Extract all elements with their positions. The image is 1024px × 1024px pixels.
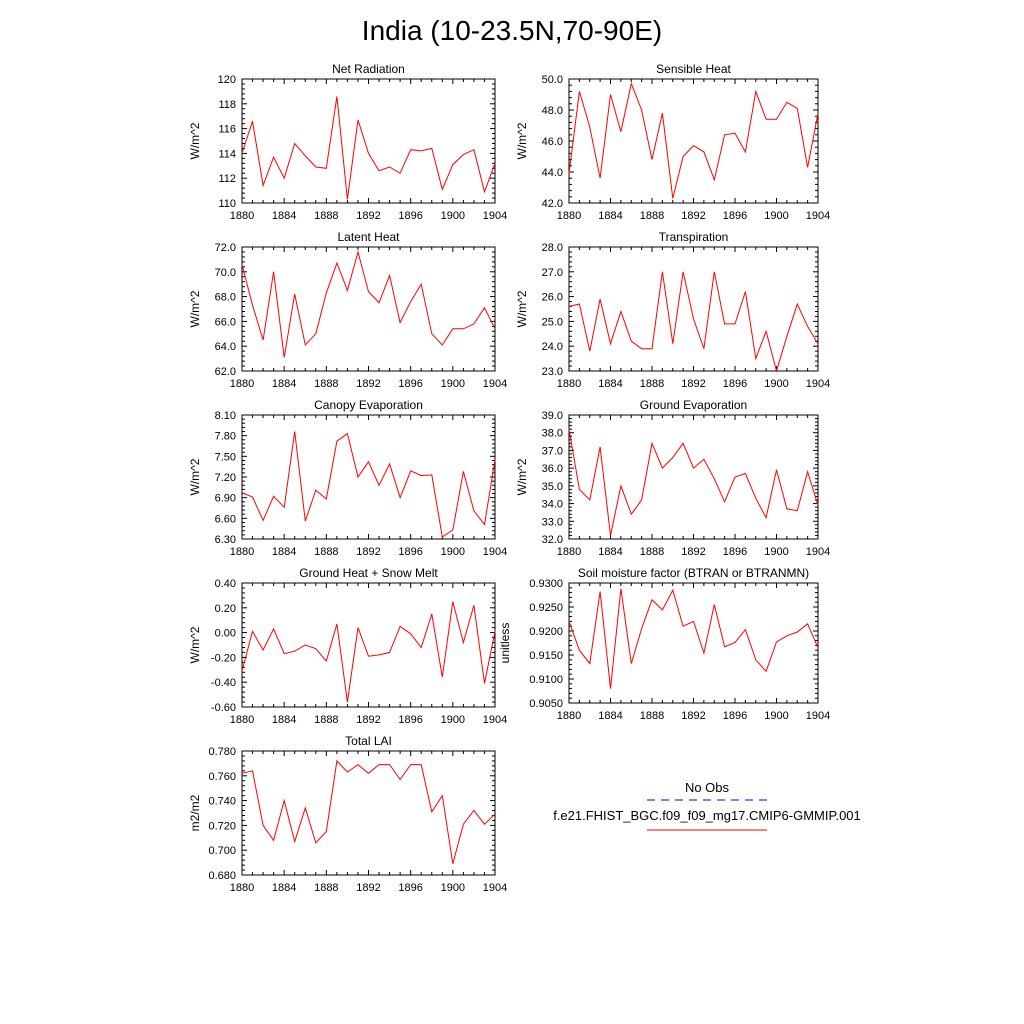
y-tick-label: 33.0 bbox=[541, 516, 563, 529]
x-tick-label: 1884 bbox=[598, 710, 623, 722]
x-tick-label: 1880 bbox=[556, 546, 582, 558]
x-tick-label: 1884 bbox=[271, 210, 297, 222]
y-tick-label: -0.60 bbox=[210, 702, 236, 714]
x-tick-label: 1900 bbox=[764, 546, 789, 558]
x-tick-label: 1896 bbox=[722, 546, 748, 558]
y-tick-label: 0.9150 bbox=[529, 650, 563, 662]
x-tick-label: 1888 bbox=[314, 546, 339, 558]
x-tick-label: 1896 bbox=[398, 378, 423, 390]
x-tick-label: 1888 bbox=[639, 546, 665, 558]
y-tick-label: 0.9300 bbox=[529, 578, 563, 590]
y-tick-label: 32.0 bbox=[541, 534, 563, 546]
panel-title: Total LAI bbox=[345, 734, 392, 748]
y-tick-label: 0.9200 bbox=[529, 626, 563, 638]
y-tick-label: 66.0 bbox=[214, 316, 236, 329]
y-tick-label: 26.0 bbox=[541, 291, 563, 304]
y-tick-label: 7.80 bbox=[214, 430, 236, 443]
x-tick-label: 1904 bbox=[482, 546, 508, 558]
y-tick-label: 114 bbox=[218, 148, 236, 161]
x-tick-label: 1904 bbox=[805, 378, 831, 390]
x-tick-label: 1888 bbox=[639, 378, 665, 390]
x-tick-label: 1892 bbox=[681, 546, 706, 558]
y-tick-label: 110 bbox=[218, 198, 236, 210]
panel-title: Soil moisture factor (BTRAN or BTRANMN) bbox=[577, 566, 810, 580]
y-axis-label: W/m^2 bbox=[188, 626, 202, 664]
x-tick-label: 1880 bbox=[556, 378, 582, 390]
y-tick-label: 48.0 bbox=[541, 105, 563, 117]
y-tick-label: 6.90 bbox=[214, 492, 236, 505]
x-tick-label: 1896 bbox=[722, 710, 748, 722]
y-tick-label: 0.740 bbox=[208, 795, 236, 808]
y-tick-label: 34.0 bbox=[541, 498, 563, 511]
x-tick-label: 1904 bbox=[482, 882, 508, 894]
y-tick-label: 64.0 bbox=[214, 341, 236, 354]
y-tick-label: 42.0 bbox=[541, 198, 563, 210]
y-tick-label: 36.0 bbox=[541, 463, 563, 476]
x-tick-label: 1896 bbox=[722, 210, 748, 222]
y-tick-label: 0.20 bbox=[214, 602, 236, 615]
y-axis-label: W/m^2 bbox=[188, 122, 202, 160]
x-tick-label: 1892 bbox=[356, 546, 381, 558]
legend-obs-label: No Obs bbox=[684, 780, 730, 795]
panel-title: Ground Heat + Snow Melt bbox=[299, 566, 438, 580]
panel-title: Ground Evaporation bbox=[639, 398, 748, 412]
y-tick-label: 0.9100 bbox=[529, 674, 563, 686]
y-tick-label: 0.760 bbox=[208, 770, 236, 783]
y-tick-label: 0.40 bbox=[214, 578, 236, 590]
x-tick-label: 1904 bbox=[805, 210, 831, 222]
y-axis-label: W/m^2 bbox=[188, 290, 202, 328]
figure-title: India (10-23.5N,70-90E) bbox=[361, 15, 663, 46]
y-tick-label: 116 bbox=[218, 123, 236, 136]
x-tick-label: 1892 bbox=[681, 210, 706, 222]
x-tick-label: 1888 bbox=[314, 714, 339, 726]
y-tick-label: 7.20 bbox=[214, 472, 236, 484]
y-tick-label: 0.9250 bbox=[529, 602, 563, 614]
y-tick-label: 68.0 bbox=[214, 291, 236, 304]
x-tick-label: 1900 bbox=[764, 378, 789, 390]
panel-title: Sensible Heat bbox=[656, 62, 731, 76]
panel-title: Latent Heat bbox=[337, 230, 400, 244]
x-tick-label: 1888 bbox=[639, 210, 665, 222]
x-tick-label: 1880 bbox=[229, 378, 255, 390]
y-tick-label: 0.00 bbox=[214, 627, 236, 640]
x-tick-label: 1884 bbox=[598, 378, 623, 390]
y-axis-label: unitless bbox=[498, 622, 512, 664]
x-tick-label: 1888 bbox=[314, 210, 339, 222]
x-tick-label: 1892 bbox=[681, 378, 706, 390]
y-tick-label: 50.0 bbox=[541, 74, 563, 86]
y-tick-label: 72.0 bbox=[214, 242, 236, 254]
x-tick-label: 1904 bbox=[482, 378, 508, 390]
y-tick-label: 44.0 bbox=[541, 167, 563, 179]
y-tick-label: 27.0 bbox=[541, 266, 563, 279]
y-axis-label: W/m^2 bbox=[515, 122, 529, 160]
y-tick-label: 24.0 bbox=[541, 341, 563, 354]
y-tick-label: 0.720 bbox=[208, 820, 236, 833]
y-tick-label: 0.680 bbox=[208, 870, 236, 882]
x-tick-label: 1884 bbox=[271, 882, 297, 894]
y-tick-label: 0.780 bbox=[208, 746, 236, 758]
y-axis-label: m2/m2 bbox=[188, 794, 202, 832]
x-tick-label: 1892 bbox=[681, 710, 706, 722]
x-tick-label: 1900 bbox=[440, 714, 466, 726]
y-axis-label: W/m^2 bbox=[515, 290, 529, 328]
panel-title: Net Radiation bbox=[332, 62, 405, 76]
x-tick-label: 1904 bbox=[805, 546, 831, 558]
y-tick-label: -0.20 bbox=[210, 652, 236, 665]
y-tick-label: 7.50 bbox=[214, 451, 236, 464]
x-tick-label: 1880 bbox=[229, 714, 255, 726]
x-tick-label: 1884 bbox=[271, 378, 297, 390]
x-tick-label: 1900 bbox=[440, 882, 466, 894]
x-tick-label: 1904 bbox=[805, 710, 831, 722]
panel-title: Transpiration bbox=[658, 230, 729, 244]
y-tick-label: 25.0 bbox=[541, 316, 563, 329]
y-tick-label: 38.0 bbox=[541, 427, 563, 440]
y-tick-label: 112 bbox=[218, 173, 236, 186]
x-tick-label: 1888 bbox=[639, 710, 665, 722]
x-tick-label: 1900 bbox=[440, 546, 466, 558]
x-tick-label: 1896 bbox=[398, 882, 423, 894]
x-tick-label: 1892 bbox=[356, 378, 381, 390]
x-tick-label: 1880 bbox=[556, 710, 582, 722]
x-tick-label: 1888 bbox=[314, 882, 339, 894]
y-tick-label: 6.60 bbox=[214, 513, 236, 526]
x-tick-label: 1896 bbox=[398, 546, 423, 558]
x-tick-label: 1892 bbox=[356, 210, 381, 222]
y-tick-label: 0.9050 bbox=[529, 698, 563, 710]
y-tick-label: 39.0 bbox=[541, 410, 563, 422]
y-tick-label: 6.30 bbox=[214, 534, 236, 546]
y-tick-label: 70.0 bbox=[214, 266, 236, 279]
x-tick-label: 1884 bbox=[598, 210, 623, 222]
y-tick-label: -0.40 bbox=[210, 677, 236, 690]
x-tick-label: 1884 bbox=[271, 546, 297, 558]
y-tick-label: 62.0 bbox=[214, 366, 236, 378]
y-tick-label: 0.700 bbox=[208, 845, 236, 858]
x-tick-label: 1904 bbox=[482, 714, 508, 726]
x-tick-label: 1892 bbox=[356, 882, 381, 894]
x-tick-label: 1900 bbox=[764, 710, 789, 722]
x-tick-label: 1900 bbox=[440, 378, 466, 390]
y-tick-label: 23.0 bbox=[541, 366, 563, 378]
x-tick-label: 1900 bbox=[764, 210, 789, 222]
y-tick-label: 46.0 bbox=[541, 136, 563, 148]
y-tick-label: 37.0 bbox=[541, 445, 563, 458]
x-tick-label: 1884 bbox=[598, 546, 623, 558]
panel-title: Canopy Evaporation bbox=[314, 398, 423, 412]
x-tick-label: 1900 bbox=[440, 210, 466, 222]
x-tick-label: 1880 bbox=[229, 210, 255, 222]
x-tick-label: 1896 bbox=[398, 210, 423, 222]
x-tick-label: 1888 bbox=[314, 378, 339, 390]
x-tick-label: 1896 bbox=[398, 714, 423, 726]
x-tick-label: 1904 bbox=[482, 210, 508, 222]
y-tick-label: 35.0 bbox=[541, 480, 563, 493]
x-tick-label: 1880 bbox=[229, 882, 255, 894]
y-axis-label: W/m^2 bbox=[188, 458, 202, 496]
y-tick-label: 120 bbox=[217, 74, 236, 86]
y-tick-label: 28.0 bbox=[541, 242, 563, 254]
x-tick-label: 1880 bbox=[556, 210, 582, 222]
x-tick-label: 1880 bbox=[229, 546, 255, 558]
legend-model-label: f.e21.FHIST_BGC.f09_f09_mg17.CMIP6-GMMIP.001 bbox=[553, 808, 861, 823]
x-tick-label: 1892 bbox=[356, 714, 381, 726]
y-tick-label: 8.10 bbox=[214, 410, 236, 422]
x-tick-label: 1896 bbox=[722, 378, 748, 390]
y-tick-label: 118 bbox=[218, 98, 236, 111]
y-axis-label: W/m^2 bbox=[515, 458, 529, 496]
x-tick-label: 1884 bbox=[271, 714, 297, 726]
